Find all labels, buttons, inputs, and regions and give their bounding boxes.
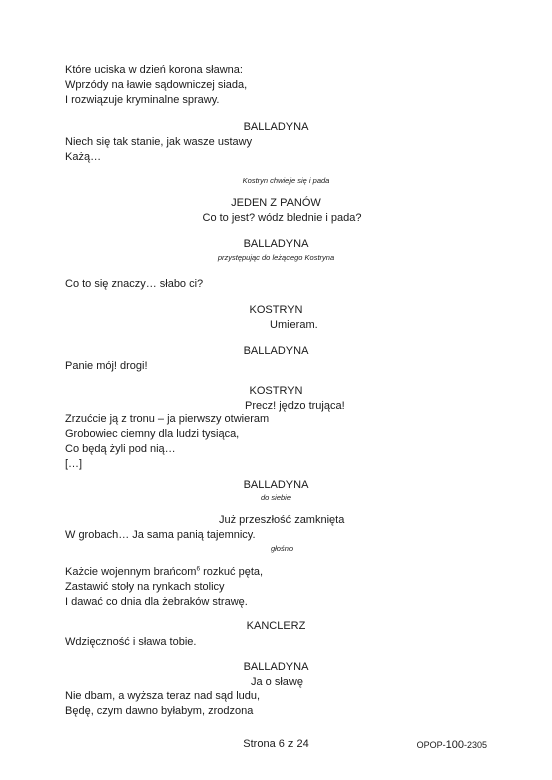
verse-line: Które uciska w dzień korona sławna: xyxy=(65,64,243,76)
speaker-name: KANCLERZ xyxy=(246,620,306,632)
verse-line: Umieram. xyxy=(270,319,318,331)
verse-line: Już przeszłość zamknięta xyxy=(219,514,345,526)
stage-direction: głośno xyxy=(270,544,294,553)
code-main: 100 xyxy=(445,739,464,751)
verse-line: Nie dbam, a wyższa teraz nad sąd ludu, xyxy=(65,690,261,702)
ellipsis-marker: […] xyxy=(65,458,83,470)
stage-direction: Kostryn chwieje się i pada xyxy=(242,176,330,185)
verse-line: Niech się tak stanie, jak wasze ustawy xyxy=(65,136,253,148)
code-suffix: -2305 xyxy=(463,740,487,750)
verse-line: Panie mój! drogi! xyxy=(65,360,148,372)
verse-line: I dawać co dnia dla żebraków strawę. xyxy=(65,596,248,608)
stage-direction: do siebie xyxy=(260,493,292,502)
verse-line: Co będą żyli pod nią… xyxy=(65,443,176,455)
stage-direction: przystępując do leżącego Kostryna xyxy=(217,253,335,262)
speaker-name: BALLADYNA xyxy=(243,345,309,357)
verse-text: rozkuć pęta, xyxy=(200,566,264,578)
verse-line: Precz! jędzo trująca! xyxy=(245,400,345,412)
verse-line: Będę, czym dawno byłabym, zrodzona xyxy=(65,705,254,717)
verse-line xyxy=(65,566,263,579)
verse-line: Zastawić stoły na rynkach stolicy xyxy=(65,581,225,593)
verse-line: Wdzięczność i sława tobie. xyxy=(65,636,197,648)
document-code xyxy=(417,739,487,751)
speaker-name: BALLADYNA xyxy=(243,661,309,673)
verse-line: Co to się znaczy… słabo ci? xyxy=(65,278,204,290)
speaker-name: BALLADYNA xyxy=(243,479,309,491)
verse-line: Każą… xyxy=(65,151,102,163)
page-number: Strona 6 z 24 xyxy=(243,738,309,750)
verse-line: Grobowiec ciemny dla ludzi tysiąca, xyxy=(65,428,240,440)
verse-line: W grobach… Ja sama panią tajemnicy. xyxy=(65,529,256,541)
speaker-name: JEDEN Z PANÓW xyxy=(231,197,321,209)
verse-line: Co to jest? wódz blednie i pada? xyxy=(202,212,362,224)
verse-line: Ja o sławę xyxy=(251,676,303,688)
speaker-name: BALLADYNA xyxy=(243,121,309,133)
footnote-ref: 6 xyxy=(196,565,201,573)
speaker-name: KOSTRYN xyxy=(249,385,303,397)
verse-line: Zrzućcie ją z tronu – ja pierwszy otwieram xyxy=(65,413,270,425)
verse-line: I rozwiązuje kryminalne sprawy. xyxy=(65,94,220,106)
speaker-name: KOSTRYN xyxy=(249,304,303,316)
verse-text: Każcie wojennym brańcom xyxy=(65,566,197,578)
code-prefix: OPOP- xyxy=(416,740,446,750)
verse-line: Wprzódy na ławie sądowniczej siada, xyxy=(65,79,248,91)
speaker-name: BALLADYNA xyxy=(243,238,309,250)
